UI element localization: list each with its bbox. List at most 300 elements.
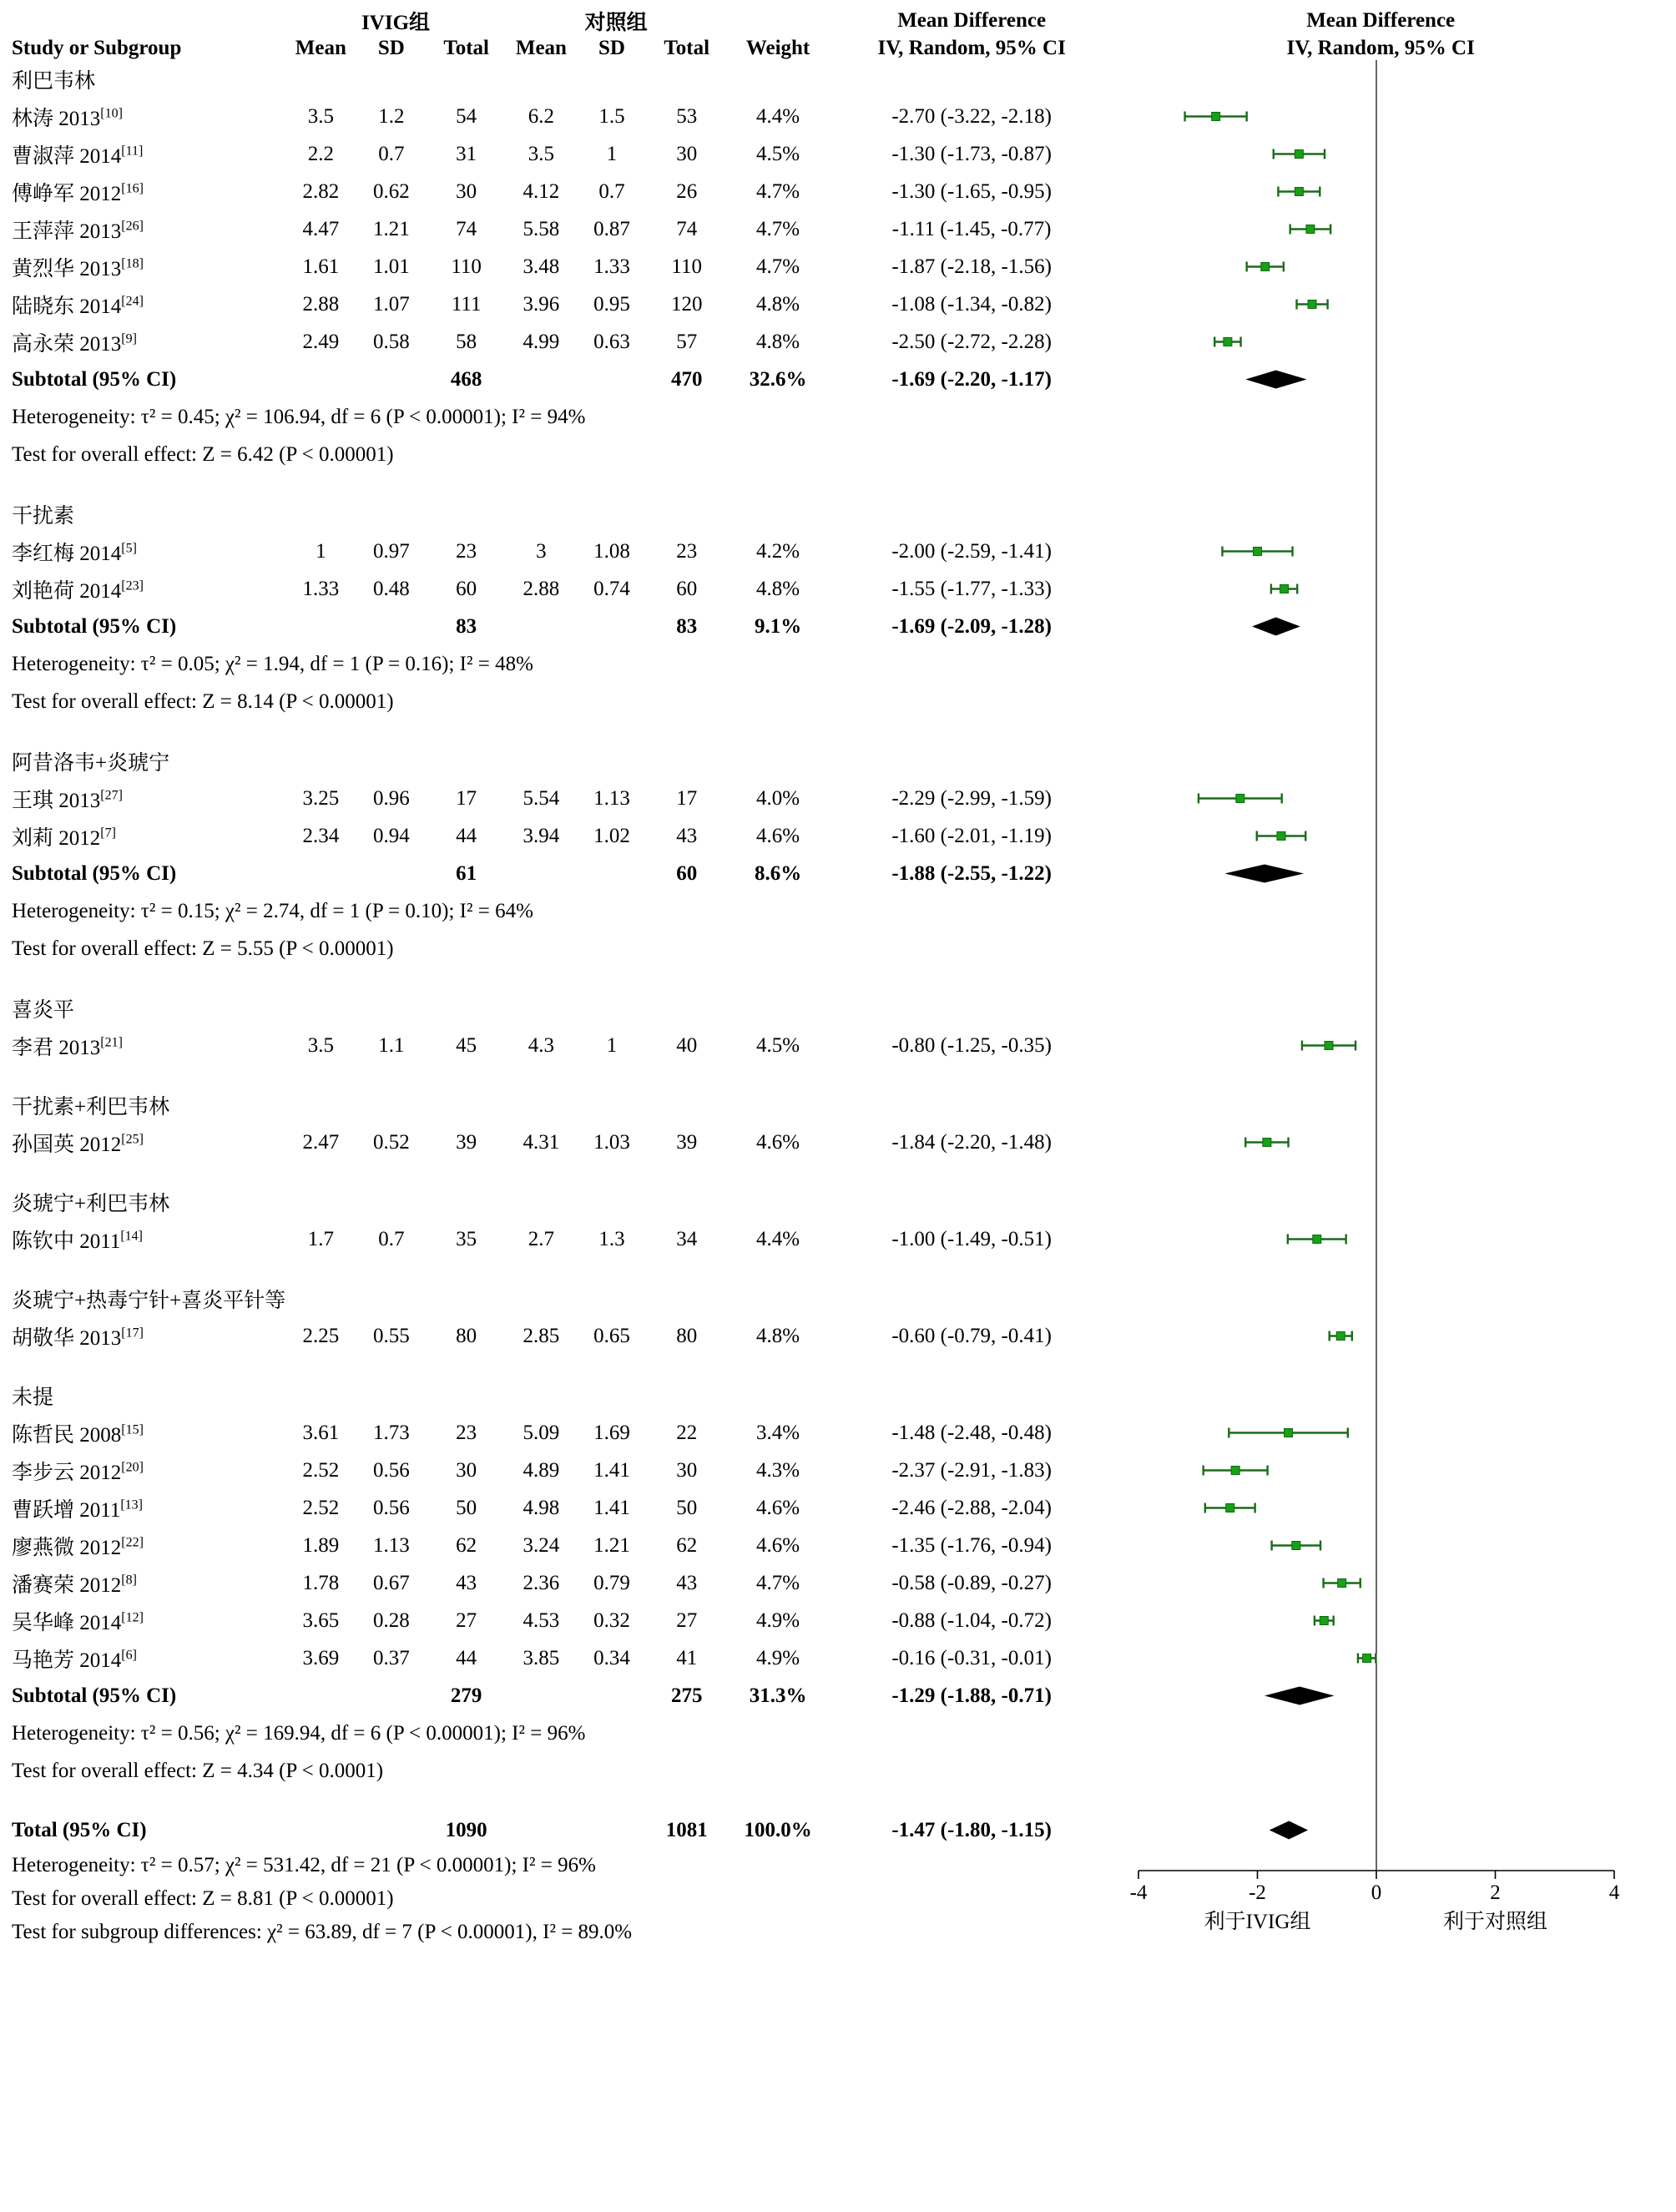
cell-total2: 27 (676, 1608, 698, 1632)
cell-ci: -2.29 (-2.99, -1.59) (891, 786, 1052, 810)
heterogeneity-row (12, 398, 1648, 436)
cell-mean2: 4.31 (522, 1130, 560, 1154)
cell-sd2: 0.63 (593, 330, 630, 353)
cell-total2: 120 (670, 292, 703, 316)
cell-mean1: 2.88 (302, 292, 340, 316)
table-header-groups (12, 5, 1648, 37)
overall-effect-text: Test for overall effect: Z = 5.55 (P < 0.00001) (12, 937, 394, 960)
cell-sd2: 1.21 (593, 1533, 630, 1557)
forest-row-plot-blank (1113, 1715, 1631, 1752)
cell-sd2: 1 (606, 1033, 618, 1057)
cell-mean2: 4.89 (522, 1458, 560, 1482)
cell-mean2: 5.58 (522, 217, 560, 240)
cell-total2: 30 (676, 142, 698, 165)
cell-total1: 31 (456, 142, 477, 165)
study-label: 刘艳荷 2014[23] (12, 578, 144, 603)
cell-total2: 43 (676, 1571, 698, 1594)
cell-sd1: 1.01 (373, 255, 410, 278)
subtotal-label: Subtotal (95% CI) (12, 367, 177, 391)
study-label: 曹淑萍 2014[11] (12, 144, 144, 168)
cell-plot (1113, 323, 1648, 361)
cell-weight: 4.4% (756, 1227, 800, 1250)
forest-row-plot (1113, 210, 1631, 248)
x-axis (1113, 1849, 1631, 1949)
forest-row-plot-blank (1113, 645, 1631, 683)
cell-mean1: 2.47 (302, 1130, 340, 1154)
cell-sd1: 0.56 (373, 1458, 410, 1482)
forest-row-plot (1113, 1317, 1631, 1355)
forest-row-plot (1113, 361, 1631, 398)
cell-plot (1113, 1527, 1648, 1564)
cell-plot (1113, 1317, 1648, 1355)
cell-total1: 58 (456, 330, 477, 353)
cell-sd2: 1.03 (593, 1130, 630, 1154)
cell-ci: -1.87 (-2.18, -1.56) (891, 255, 1052, 278)
heterogeneity-row (12, 1715, 1648, 1752)
cell-plot (1113, 173, 1648, 210)
cell-mean1: 2.25 (302, 1324, 340, 1347)
cell-sd2: 1.02 (593, 824, 630, 847)
heterogeneity-text: Heterogeneity: τ² = 0.05; χ² = 1.94, df = 1 (P = 0.16); I² = 48% (12, 652, 533, 675)
cell-mean1: 2.82 (302, 179, 340, 203)
table-row (12, 1452, 1648, 1489)
cell-plot (1113, 1489, 1648, 1527)
cell-mean2: 5.54 (522, 786, 560, 810)
cell-ci: -0.80 (-1.25, -0.35) (891, 1033, 1052, 1057)
cell-total1: 80 (456, 1324, 477, 1347)
cell-plot (1113, 533, 1648, 570)
group-header-row (12, 1183, 1648, 1220)
cell-weight: 4.6% (756, 824, 800, 847)
cell-mean2: 3.96 (522, 292, 560, 316)
cell-ci: -1.84 (-2.20, -1.48) (891, 1130, 1052, 1154)
cell-total1: 35 (456, 1227, 477, 1250)
spacer-row (12, 1258, 1648, 1280)
svg-text:4: 4 (1609, 1881, 1620, 1904)
overall-effect-row (12, 436, 1648, 473)
cell-plot (1113, 135, 1648, 173)
study-label: 林涛 2013[10] (12, 106, 123, 130)
svg-text:-4: -4 (1129, 1881, 1148, 1904)
study-label: 孙国英 2012[25] (12, 1132, 144, 1156)
cell-sd2: 0.87 (593, 217, 630, 240)
cell-plot (1113, 1414, 1648, 1452)
forest-row-plot-blank (1113, 1376, 1631, 1414)
cell-total2: 17 (676, 786, 698, 810)
cell-weight: 4.5% (756, 142, 800, 165)
cell-sd2: 1.08 (593, 539, 630, 563)
cell-mean1: 2.49 (302, 330, 340, 353)
cell-sd2: 1.69 (593, 1421, 630, 1444)
cell-total2: 57 (676, 330, 698, 353)
cell-total1: 110 (451, 255, 482, 278)
cell-mean2: 4.99 (522, 330, 560, 353)
cell-plot (1113, 1220, 1648, 1258)
table-row (12, 173, 1648, 210)
subtotal-ci: -1.69 (-2.20, -1.17) (891, 367, 1052, 391)
study-label: 吴华峰 2014[12] (12, 1610, 144, 1634)
cell-total2: 110 (671, 255, 702, 278)
cell-weight: 4.0% (756, 786, 800, 810)
forest-row-plot-blank (1113, 60, 1631, 98)
study-label: 马艳芳 2014[6] (12, 1648, 137, 1672)
cell-mean1: 1.61 (302, 255, 340, 278)
spacer-row (12, 1355, 1648, 1376)
table-row (12, 98, 1648, 135)
total-heterogeneity-row (12, 1849, 1648, 1882)
total-row (12, 1811, 1648, 1849)
subtotal-total2: 470 (670, 367, 703, 391)
table-row (12, 1317, 1648, 1355)
cell-total1: 43 (456, 1571, 477, 1594)
cell-sd1: 1.07 (373, 292, 410, 316)
subtotal-ci: -1.29 (-1.88, -0.71) (891, 1684, 1052, 1707)
forest-row-plot (1113, 1527, 1631, 1564)
header-col-study: Study or Subgroup (12, 37, 182, 59)
subtotal-total2: 275 (670, 1684, 703, 1707)
study-label: 高永荣 2013[9] (12, 331, 137, 356)
cell-plot (1113, 1564, 1648, 1602)
cell-mean1: 1.33 (302, 577, 340, 600)
forest-row-plot (1113, 608, 1631, 645)
cell-mean1: 3.5 (307, 1033, 334, 1057)
spacer-row (12, 1790, 1648, 1811)
cell-sd2: 1.3 (598, 1227, 625, 1250)
heterogeneity-row (12, 645, 1648, 683)
total-total2: 1081 (665, 1818, 708, 1841)
group-name: 利巴韦林 (12, 69, 96, 93)
group-header-row (12, 60, 1648, 98)
table-row (12, 210, 1648, 248)
cell-total2: 30 (676, 1458, 698, 1482)
cell-ci: -2.00 (-2.59, -1.41) (891, 539, 1052, 563)
overall-effect-row (12, 1752, 1648, 1790)
cell-mean1: 2.52 (302, 1458, 340, 1482)
study-label: 刘莉 2012[7] (12, 826, 116, 850)
cell-ci: -0.58 (-0.89, -0.27) (891, 1571, 1052, 1594)
subtotal-total1: 61 (456, 861, 477, 885)
cell-mean1: 3.61 (302, 1421, 340, 1444)
subtotal-total2: 83 (676, 614, 698, 638)
svg-text:利于IVIG组: 利于IVIG组 (1204, 1911, 1311, 1933)
forest-row-plot-blank (1113, 683, 1631, 720)
cell-ci: -1.35 (-1.76, -0.94) (891, 1533, 1052, 1557)
cell-mean2: 3.5 (528, 142, 555, 165)
table-row (12, 1564, 1648, 1602)
table-row (12, 285, 1648, 323)
cell-weight: 4.8% (756, 292, 800, 316)
group-header-row (12, 742, 1648, 780)
header-group2: 对照组 (584, 12, 648, 34)
cell-ci: -1.60 (-2.01, -1.19) (891, 824, 1052, 847)
forest-table (12, 5, 1648, 1949)
cell-plot (1113, 210, 1648, 248)
forest-row-plot-blank (1113, 1086, 1631, 1124)
cell-mean1: 2.52 (302, 1496, 340, 1519)
header-plot-sub: IV, Random, 95% CI (1286, 37, 1475, 59)
forest-row-plot-blank (1113, 989, 1631, 1027)
cell-total1: 30 (456, 1458, 477, 1482)
forest-row-plot-blank (1113, 892, 1631, 930)
cell-total2: 39 (676, 1130, 698, 1154)
cell-weight: 4.5% (756, 1033, 800, 1057)
table-row (12, 1027, 1648, 1064)
cell-plot (1113, 1452, 1648, 1489)
forest-row-plot (1113, 285, 1631, 323)
cell-total2: 74 (676, 217, 698, 240)
svg-text:-2: -2 (1249, 1881, 1267, 1904)
cell-sd2: 0.32 (593, 1608, 630, 1632)
cell-sd1: 0.7 (378, 142, 405, 165)
cell-mean1: 2.2 (307, 142, 334, 165)
cell-total2: 26 (676, 179, 698, 203)
cell-sd1: 0.96 (373, 786, 410, 810)
cell-plot (1113, 248, 1648, 285)
cell-ci: -0.16 (-0.31, -0.01) (891, 1646, 1052, 1669)
forest-row-plot (1113, 248, 1631, 285)
subtotal-total2: 60 (676, 861, 698, 885)
cell-weight: 4.6% (756, 1496, 800, 1519)
cell-weight: 4.8% (756, 1324, 800, 1347)
cell-mean2: 3 (536, 539, 547, 563)
cell-sd1: 0.28 (373, 1608, 410, 1632)
study-label: 曹跃增 2011[13] (12, 1497, 143, 1522)
group-name: 干扰素 (12, 504, 75, 528)
cell-mean2: 3.24 (522, 1533, 560, 1557)
cell-ci: -2.70 (-3.22, -2.18) (891, 104, 1052, 128)
overall-effect-row (12, 930, 1648, 967)
cell-total2: 43 (676, 824, 698, 847)
spacer-row (12, 1064, 1648, 1086)
cell-mean2: 2.36 (522, 1571, 560, 1594)
subtotal-total1: 279 (450, 1684, 482, 1707)
cell-sd1: 1.73 (373, 1421, 410, 1444)
subtotal-weight: 32.6% (749, 367, 807, 391)
overall-effect-text: Test for overall effect: Z = 4.34 (P < 0.0001) (12, 1759, 384, 1782)
cell-mean1: 1 (316, 539, 326, 563)
header-col-total2: Total (664, 37, 710, 59)
group-name: 喜炎平 (12, 998, 75, 1022)
cell-total1: 111 (451, 292, 482, 316)
cell-ci: -2.37 (-2.91, -1.83) (891, 1458, 1052, 1482)
cell-total2: 60 (676, 577, 698, 600)
subtotal-weight: 8.6% (754, 861, 802, 885)
header-col-mean2: Mean (515, 37, 567, 59)
cell-weight: 4.6% (756, 1130, 800, 1154)
cell-sd2: 0.65 (593, 1324, 630, 1347)
total-label: Total (95% CI) (12, 1818, 147, 1841)
cell-plot (1113, 1639, 1648, 1677)
table-row (12, 248, 1648, 285)
subtotal-total1: 83 (456, 614, 477, 638)
cell-ci: -0.60 (-0.79, -0.41) (891, 1324, 1052, 1347)
cell-mean2: 3.48 (522, 255, 560, 278)
forest-row-plot-blank (1113, 436, 1631, 473)
cell-sd1: 0.7 (378, 1227, 405, 1250)
cell-weight: 4.7% (756, 217, 800, 240)
subtotal-label: Subtotal (95% CI) (12, 861, 177, 885)
cell-weight: 4.7% (756, 1571, 800, 1594)
study-label: 胡敬华 2013[17] (12, 1326, 144, 1350)
forest-row-plot-blank (1113, 495, 1631, 533)
overall-effect-row (12, 683, 1648, 720)
cell-total2: 53 (676, 104, 698, 128)
cell-total2: 40 (676, 1033, 698, 1057)
cell-sd1: 0.48 (373, 577, 410, 600)
header-effect-title: Mean Difference (897, 9, 1047, 32)
group-header-row (12, 495, 1648, 533)
cell-mean1: 1.78 (302, 1571, 340, 1594)
total-heterogeneity-text: Heterogeneity: τ² = 0.57; χ² = 531.42, df = 21 (P < 0.00001); I² = 96% (12, 1854, 596, 1876)
cell-total1: 39 (456, 1130, 477, 1154)
cell-plot (1113, 285, 1648, 323)
overall-effect-text: Test for overall effect: Z = 8.14 (P < 0.00001) (12, 689, 394, 713)
header-group1: IVIG组 (361, 12, 431, 34)
cell-plot-subtotal (1113, 1677, 1648, 1715)
study-label: 王琪 2013[27] (12, 788, 123, 812)
forest-row-plot-blank (1113, 398, 1631, 436)
heterogeneity-row (12, 892, 1648, 930)
group-header-row (12, 1280, 1648, 1317)
cell-mean2: 4.53 (522, 1608, 560, 1632)
cell-sd1: 0.62 (373, 179, 410, 203)
cell-plot-total (1113, 1811, 1648, 1849)
forest-row-plot (1113, 173, 1631, 210)
group-name: 炎琥宁+热毒宁针+喜炎平针等 (12, 1289, 286, 1312)
subtotal-row (12, 361, 1648, 398)
cell-sd2: 1.13 (593, 786, 630, 810)
study-label: 陈哲民 2008[15] (12, 1422, 144, 1447)
group-header-row (12, 989, 1648, 1027)
cell-plot (1113, 98, 1648, 135)
cell-weight: 4.7% (756, 255, 800, 278)
cell-ci: -1.11 (-1.45, -0.77) (891, 217, 1052, 240)
cell-sd2: 1.5 (598, 104, 625, 128)
forest-row-plot (1113, 1602, 1631, 1639)
spacer-row (12, 1161, 1648, 1183)
cell-mean1: 1.7 (307, 1227, 334, 1250)
cell-plot (1113, 570, 1648, 608)
cell-total1: 30 (456, 179, 477, 203)
header-effect-sub: IV, Random, 95% CI (877, 37, 1066, 59)
study-label: 潘赛荣 2012[8] (12, 1573, 137, 1597)
cell-total1: 23 (456, 1421, 477, 1444)
cell-total1: 62 (456, 1533, 477, 1557)
forest-row-plot (1113, 817, 1631, 855)
cell-sd1: 0.52 (373, 1130, 410, 1154)
cell-sd1: 1.2 (378, 104, 405, 128)
subtotal-weight: 9.1% (754, 614, 802, 638)
forest-row-plot (1113, 780, 1631, 817)
subtotal-total1: 468 (450, 367, 482, 391)
study-label: 李步云 2012[20] (12, 1460, 144, 1484)
table-row (12, 1602, 1648, 1639)
cell-plot-subtotal (1113, 608, 1648, 645)
total-ci: -1.47 (-1.80, -1.15) (891, 1818, 1052, 1841)
cell-weight: 4.4% (756, 104, 800, 128)
heterogeneity-text: Heterogeneity: τ² = 0.56; χ² = 169.94, df = 6 (P < 0.00001); I² = 96% (12, 1721, 586, 1745)
cell-weight: 4.2% (756, 539, 800, 563)
cell-weight: 4.9% (756, 1646, 800, 1669)
header-col-mean1: Mean (295, 37, 346, 59)
cell-sd1: 0.56 (373, 1496, 410, 1519)
cell-plot (1113, 780, 1648, 817)
cell-sd1: 1.1 (378, 1033, 405, 1057)
forest-row-plot (1113, 323, 1631, 361)
cell-sd1: 0.55 (373, 1324, 410, 1347)
svg-text:2: 2 (1490, 1881, 1502, 1904)
forest-row-plot (1113, 855, 1631, 892)
cell-mean2: 6.2 (528, 104, 555, 128)
cell-total1: 50 (456, 1496, 477, 1519)
cell-sd2: 0.95 (593, 292, 630, 316)
cell-ci: -0.88 (-1.04, -0.72) (891, 1608, 1052, 1632)
cell-total1: 54 (456, 104, 477, 128)
table-row (12, 323, 1648, 361)
cell-mean1: 3.65 (302, 1608, 340, 1632)
table-row (12, 135, 1648, 173)
cell-mean2: 4.12 (522, 179, 560, 203)
cell-mean1: 2.34 (302, 824, 340, 847)
subtotal-label: Subtotal (95% CI) (12, 614, 177, 638)
cell-total1: 74 (456, 217, 477, 240)
spacer-row (12, 720, 1648, 742)
cell-plot (1113, 1124, 1648, 1161)
forest-row-plot-blank (1113, 930, 1631, 967)
cell-sd1: 0.58 (373, 330, 410, 353)
cell-total2: 34 (676, 1227, 698, 1250)
subtotal-weight: 31.3% (749, 1684, 807, 1707)
cell-total1: 45 (456, 1033, 477, 1057)
table-row (12, 817, 1648, 855)
table-row (12, 780, 1648, 817)
axis-cell (1113, 1849, 1648, 1949)
header-plot-title: Mean Difference (1306, 9, 1456, 32)
cell-mean2: 2.88 (522, 577, 560, 600)
heterogeneity-text: Heterogeneity: τ² = 0.15; χ² = 2.74, df = 1 (P = 0.10); I² = 64% (12, 899, 533, 922)
subtotal-label: Subtotal (95% CI) (12, 1684, 177, 1707)
table-row (12, 1220, 1648, 1258)
cell-sd1: 1.13 (373, 1533, 410, 1557)
cell-total2: 62 (676, 1533, 698, 1557)
cell-plot-subtotal (1113, 361, 1648, 398)
cell-sd2: 1.33 (593, 255, 630, 278)
header-col-sd2: SD (598, 37, 625, 59)
spacer-row (12, 967, 1648, 989)
cell-weight: 4.3% (756, 1458, 800, 1482)
total-weight: 100.0% (744, 1818, 812, 1841)
cell-sd1: 0.97 (373, 539, 410, 563)
overall-effect-text: Test for overall effect: Z = 6.42 (P < 0.00001) (12, 442, 394, 466)
forest-row-plot (1113, 1414, 1631, 1452)
forest-row-plot-blank (1113, 742, 1631, 780)
cell-sd1: 0.67 (373, 1571, 410, 1594)
header-col-sd1: SD (377, 37, 405, 59)
cell-mean1: 3.69 (302, 1646, 340, 1669)
forest-row-plot-blank (1113, 1183, 1631, 1220)
forest-row-plot (1113, 533, 1631, 570)
spacer-row (12, 473, 1648, 495)
cell-plot-subtotal (1113, 855, 1648, 892)
forest-row-plot (1113, 1811, 1631, 1849)
forest-row-plot (1113, 135, 1631, 173)
cell-mean2: 4.3 (528, 1033, 555, 1057)
forest-row-plot (1113, 1639, 1631, 1677)
cell-weight: 3.4% (756, 1421, 800, 1444)
cell-total1: 44 (456, 824, 477, 847)
cell-plot (1113, 1027, 1648, 1064)
study-label: 傅峥军 2012[16] (12, 181, 144, 205)
